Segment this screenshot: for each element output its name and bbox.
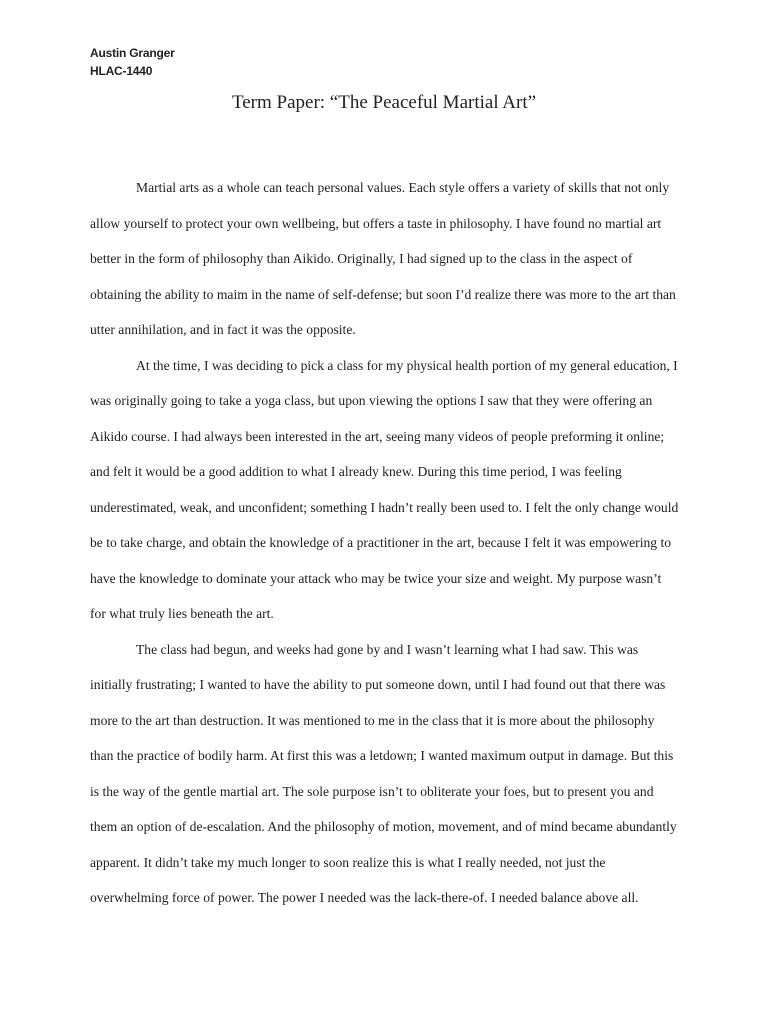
- document-header: [90, 44, 175, 80]
- document-body: [90, 170, 680, 916]
- paragraph-1: Martial arts as a whole can teach personal values. Each style offers a variety of skills that not only allow yourself to protect your own wellbeing, but offers a taste in philosophy. I have found no martial art better in the form of philosophy than Aikido. Originally, I had signed up to the class in the aspect of obtaining the ability to maim in the name of self-defense; but soon I’d realize there was more to the art than utter annihilation, and in fact it was the opposite.: [90, 180, 676, 337]
- document-title: Term Paper: “The Peaceful Martial Art”: [231, 92, 537, 113]
- course-code: HLAC-1440: [90, 64, 153, 78]
- paragraph-3: The class had begun, and weeks had gone by and I wasn’t learning what I had saw. This was initially frustrating; I wanted to have the ability to put someone down, until I had found out that there was more to the art than destruction. It was mentioned to me in the class that it is more about the philosophy than the practice of bodily harm. At first this was a letdown; I wanted maximum output in damage. But this is the way of the gentle martial art. The sole purpose isn’t to obliterate your foes, but to present you and them an option of de-escalation. And the philosophy of motion, movement, and of mind became abundantly apparent. It didn’t take my much longer to soon realize this is what I really needed, not just the overwhelming force of power. The power I needed was the lack-there-of. I needed balance above all.: [90, 641, 677, 905]
- paragraph-2: At the time, I was deciding to pick a class for my physical health portion of my general education, I was originally going to take a yoga class, but upon viewing the options I saw that they were offering an Aikido course. I had always been interested in the art, seeing many videos of people preforming it online; and felt it would be a good addition to what I already knew. During this time period, I was feeling underestimated, weak, and unconfident; something I hadn’t really been used to. I felt the only change would be to take charge, and obtain the knowledge of a practitioner in the art, because I felt it was empowering to have the knowledge to dominate your attack who may be twice your size and weight. My purpose wasn’t for what truly lies beneath the art.: [90, 357, 679, 621]
- author-name: Austin Granger: [90, 46, 175, 60]
